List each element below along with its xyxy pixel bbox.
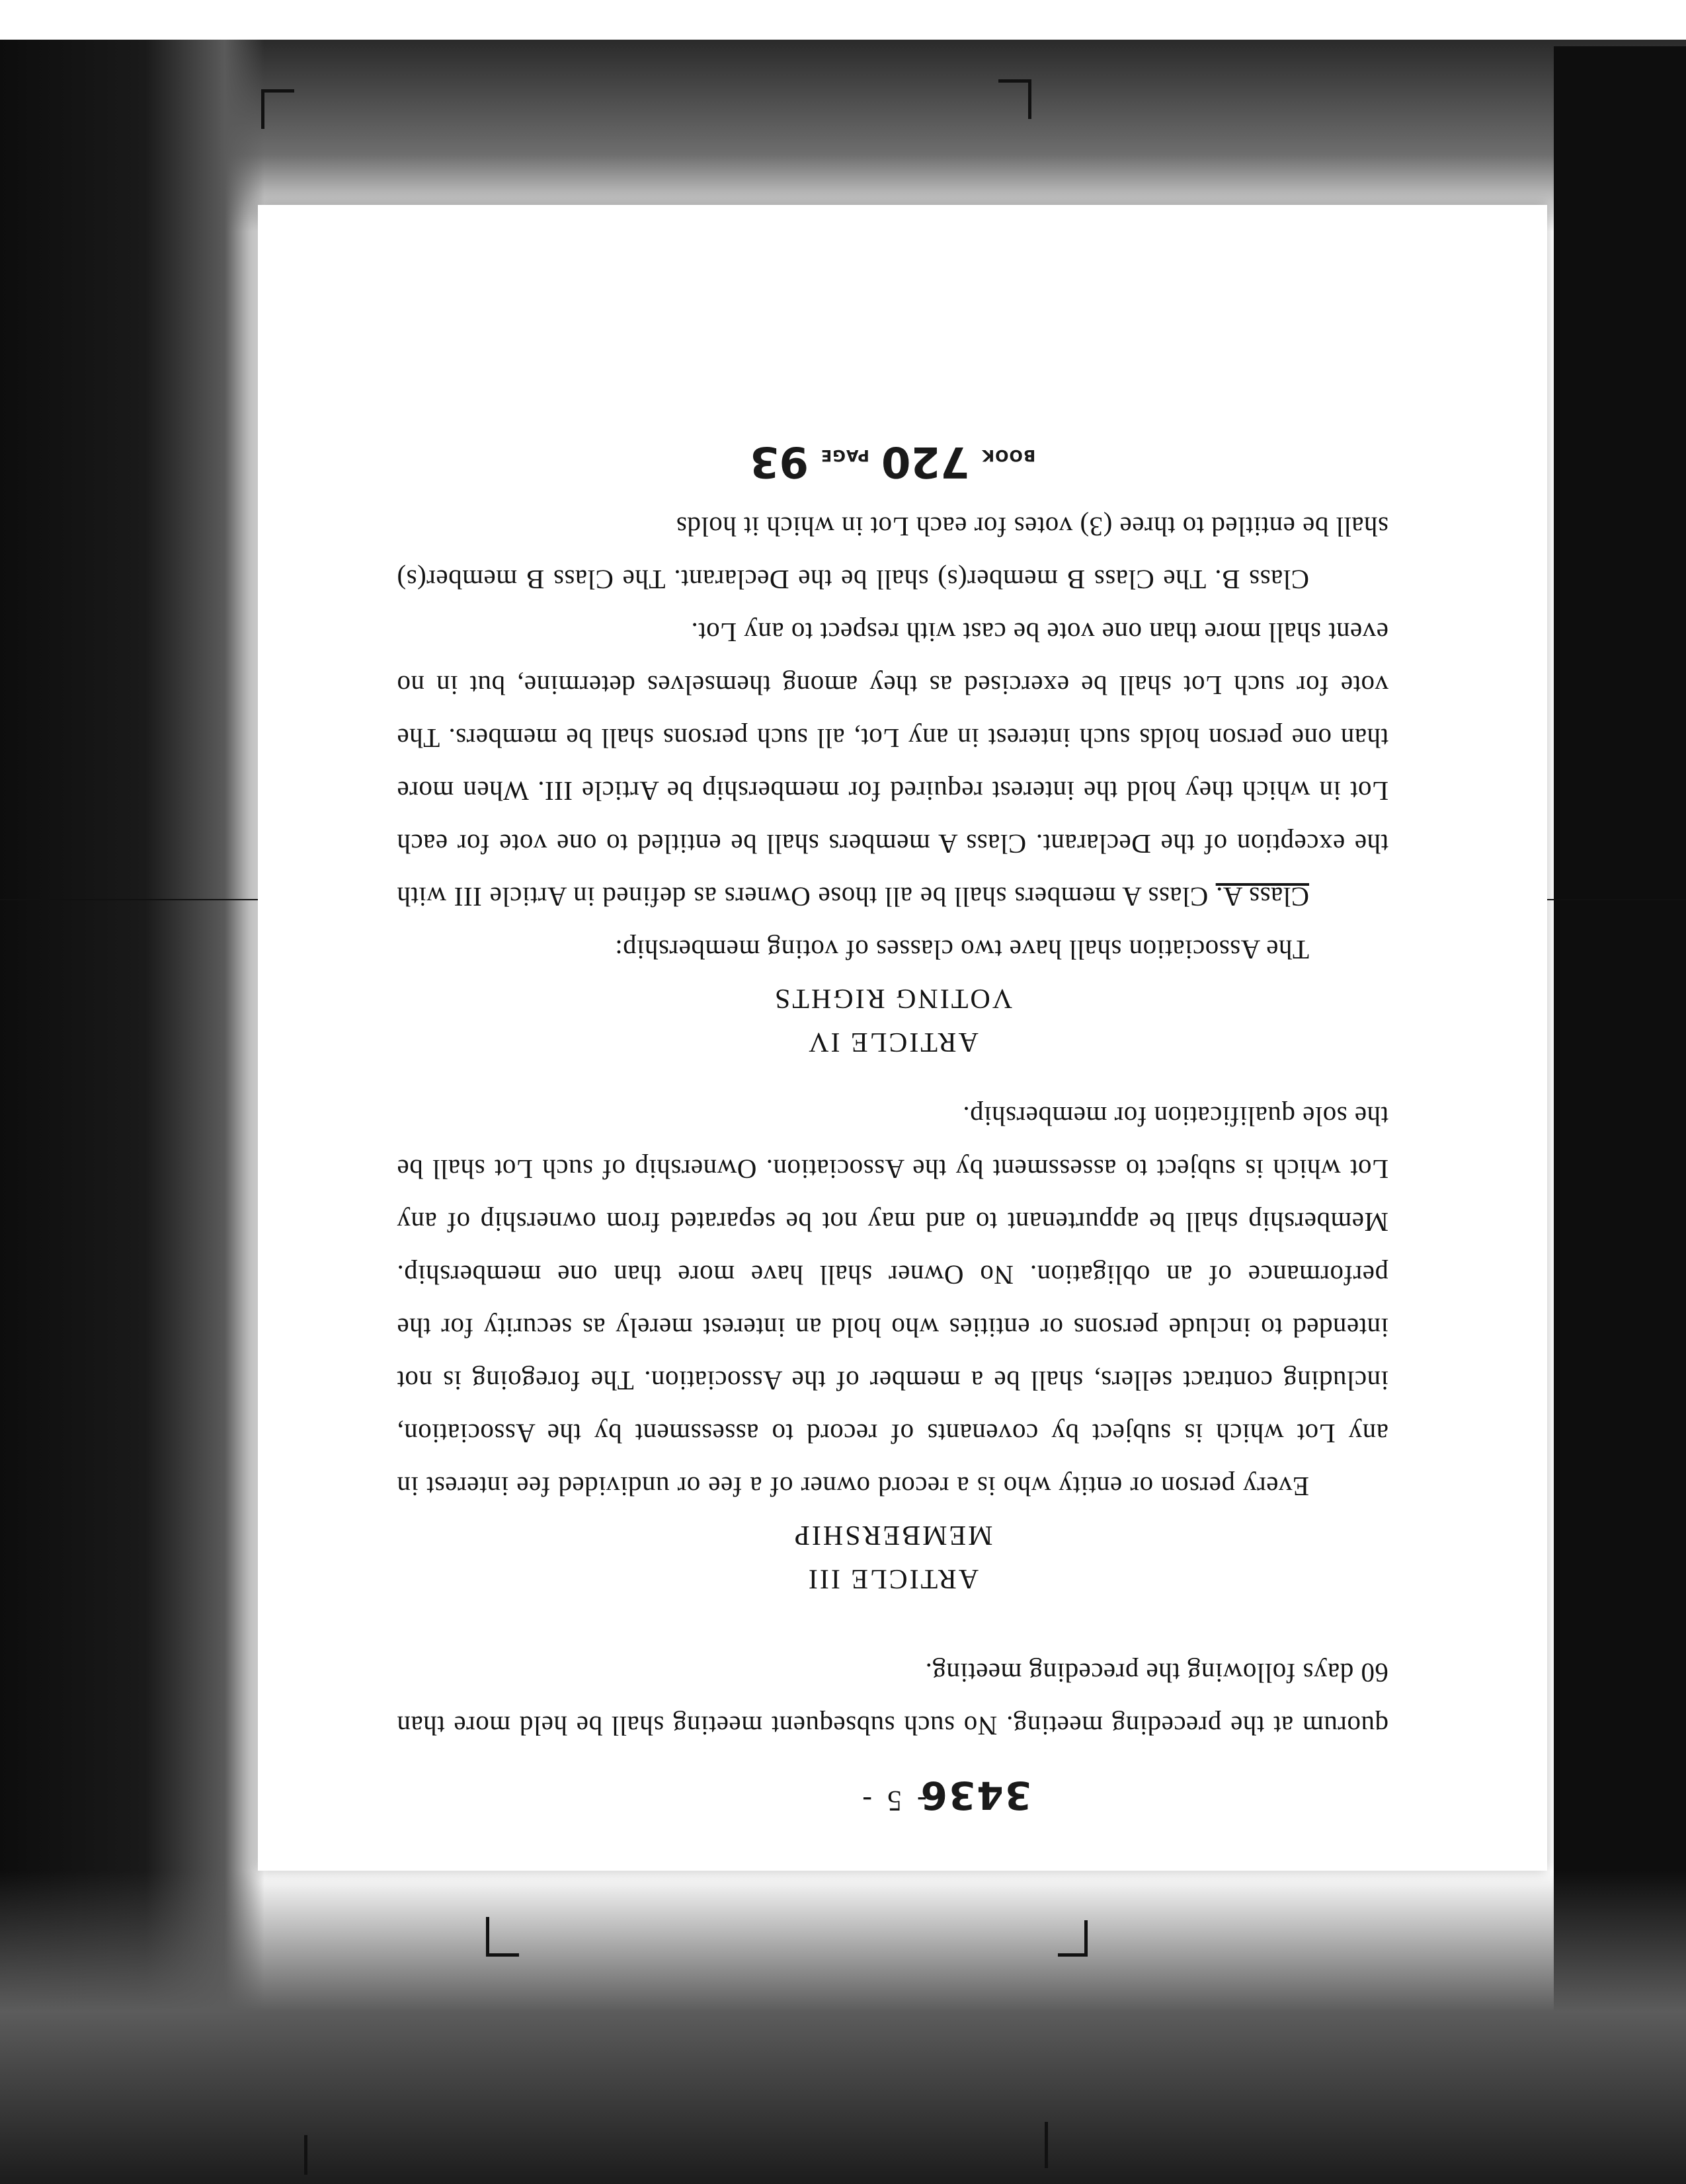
document-sheet [258,205,1547,1871]
quorum-paragraph: quorum at the preceding meeting. No such subsequent meeting shall be held more than 60 days following the preceding meeting. [397,1658,1388,1741]
crop-mark [261,89,294,93]
book-page-number: 93 [749,437,809,486]
crop-mark [998,79,1031,83]
crop-mark [486,1953,519,1957]
voting-intro-paragraph: The Association shall have two classes of voting membership: [614,935,1309,965]
page-label: PAGE [820,446,869,465]
class-a-text: Class A members shall be all those Owners as defined in Article III with the exception of the Declarant. Class A members shall be entitled to one vote for each Lot in which they hold the interest required for membership be Article III. When more than one person holds such interest in any Lot, all such persons shall be members. The vote for such Lot shall be exercised as they among themselves determine, but in no event shall more than one vote be cast with respect to any Lot. [397,617,1388,912]
crop-mark [1045,2122,1048,2168]
crop-mark [1028,79,1031,119]
article-iii-heading: ARTICLE III [806,1563,979,1594]
class-b-paragraph [397,500,1388,606]
voting-rights-heading: VOTING RIGHTS [772,983,1013,1013]
page-number: - 5 - [858,1785,927,1817]
scan-edge-bottom [0,1871,1686,2184]
document-body [397,437,1388,1818]
membership-paragraph: Every person or entity who is a record owner of a fee or undivided fee interest in any Lot which is subject by covenants of record to assessment by the Association, including contract sellers, shall be a member of the Association. The foregoing is not intended to include persons or entities who hold an interest merely as security for the performance of an obligation. No Owner shall have more than one membership. Membership shall be appurtenant to and may not be separated from ownership of any Lot which is subject to assessment by the Association. Ownership of such Lot shall be the sole qualification for membership. [397,1101,1388,1502]
crop-mark [1058,1953,1088,1957]
book-label: BOOK [981,446,1036,465]
book-page-stamp [397,437,1388,496]
crop-mark [486,1917,489,1957]
class-b-label: Class B. [1214,565,1309,595]
article-iv-heading: ARTICLE IV [807,1027,979,1057]
class-a-label: Class A. [1215,882,1309,912]
crop-mark [304,2135,307,2175]
book-number: 720 [881,437,970,486]
crop-mark [1084,1920,1088,1957]
scan-edge-left [0,40,264,2184]
class-b-text: The Class B member(s) shall be the Declarant. The Class B member(s) shall be entitled to three (3) votes for each Lot in which it holds [397,512,1388,595]
crop-mark [261,89,264,129]
scan-edge-right [1554,46,1686,2184]
membership-heading: MEMBERSHIP [792,1520,993,1550]
document-page-rotated [258,205,1547,1871]
class-a-paragraph [397,606,1388,923]
recording-stamp-number: 3436 [919,1773,1031,1818]
